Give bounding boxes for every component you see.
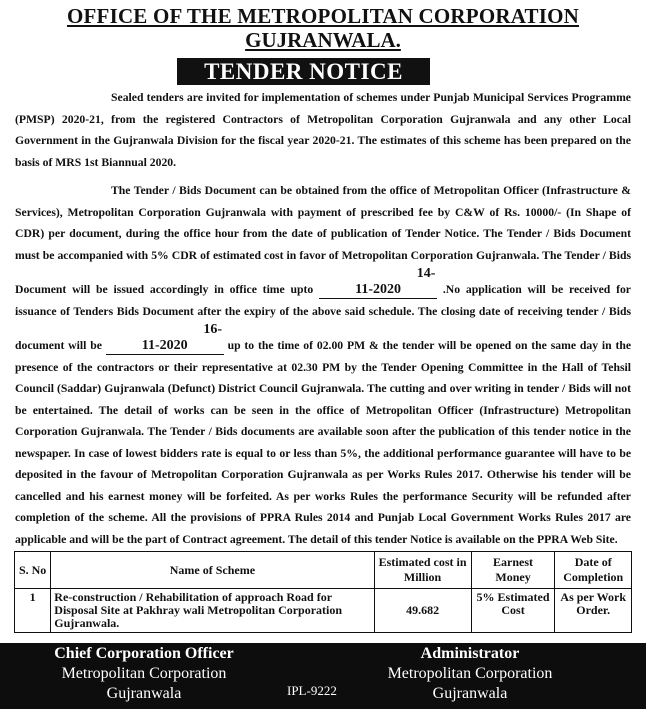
header-scheme-name: Name of Scheme: [51, 552, 374, 589]
right-signatory: [360, 643, 580, 704]
office-title: OFFICE OF THE METROPOLITAN CORPORATION: [66, 4, 580, 28]
row-earnest-money: 5% Estimated Cost: [471, 589, 555, 633]
tender-notice-banner: TENDER NOTICE: [177, 58, 430, 85]
issue-date: 14-11-2020: [319, 266, 437, 299]
details-paragraph: [15, 180, 631, 550]
row-estimated-cost: 49.682: [374, 589, 471, 633]
right-signatory-line1: Metropolitan Corporation: [387, 665, 553, 682]
header-estimated-cost: Estimated cost in Million: [374, 552, 471, 589]
intro-paragraph: Sealed tenders are invited for implementation of schemes under Punjab Municipal Services Programme (PMSP) 2020-21, from the registered Contractors of Metropolitan Corporation Gujranwala and any other Local Government in the Gujranwala Division for the fiscal year 2020-21. The estimates of this scheme has been prepared on the basis of MRS 1st Biannual 2020.: [15, 91, 631, 169]
closing-date: 16-11-2020: [106, 322, 224, 355]
header-earnest-money: Earnest Money: [471, 552, 555, 589]
row-completion-date: As per Work Order.: [555, 589, 632, 633]
right-signatory-title: Administrator: [420, 645, 520, 662]
header-sno: S. No: [15, 552, 51, 589]
schemes-table: [14, 551, 632, 633]
details-text-part2: .No application will be received for issuance of Tenders Bids Document after the expiry of the above said schedule. The closing date of receiving tender / Bids document will be: [15, 283, 631, 352]
header-completion-date: Date of Completion: [555, 552, 632, 589]
signature-footer: [0, 643, 646, 709]
left-signatory: [16, 643, 272, 704]
ipl-reference: IPL-9222: [287, 683, 337, 698]
row-sno: 1: [15, 589, 51, 633]
city-title: GUJRANWALA.: [245, 28, 401, 52]
right-signatory-line2: Gujranwala: [432, 685, 508, 702]
left-signatory-line2: Gujranwala: [106, 685, 182, 702]
details-text-part1: The Tender / Bids Document can be obtained from the office of Metropolitan Officer (Infrastructure & Services), Metropolitan Corporation Gujranwala with payment of prescribed fee by C&W of Rs. 10000/- (In Shape of CDR) per document, during the office hour from the date of publication of Tender Notice. The Tender / Bids Document must be accompanied with 5% CDR of estimated cost in favor of Metropolitan Corporation Gujranwala. The Tender / Bids Document will be issued accordingly in office time upto: [15, 184, 631, 296]
table-header-row: [15, 552, 632, 589]
left-signatory-line1: Metropolitan Corporation: [61, 665, 227, 682]
row-scheme-name: Re-construction / Rehabilitation of approach Road for Disposal Site at Pakhray wali Metropolitan Corporation Gujranwala.: [51, 589, 374, 633]
left-signatory-title: Chief Corporation Officer: [54, 645, 234, 662]
details-text-part3: up to the time of 02.00 PM & the tender will be opened on the same day in the presence of the contractors or their representative at 02.30 PM by the Tender Opening Committee in the Hall of Tehsil Council (Saddar) Gujranwala (Defunct) District Council Gujranwala. The cutting and over writing in tender / Bids will not be entertained. The detail of works can be seen in the office of Metropolitan Officer (Infrastructure) Metropolitan Corporation Gujranwala. The Tender / Bids documents are available soon after the publication of this tender notice in the newspaper. In case of lowest bidders rate is equal to or less than 5%, the additional performance guarantee will have to be deposited in the favour of Metropolitan Corporation Gujranwala as per Works Rules 2017. Otherwise his tender will be cancelled and his earnest money will be forfeited. As per works Rules the performance Security will be refunded after completion of the scheme. All the provisions of PPRA Rules 2014 and Punjab Local Government Works Rules 2017 are applicable and will be the part of Contract agreement. The detail of this tender Notice is available on the PPRA Web Site.: [15, 339, 632, 546]
table-row: [15, 589, 632, 633]
